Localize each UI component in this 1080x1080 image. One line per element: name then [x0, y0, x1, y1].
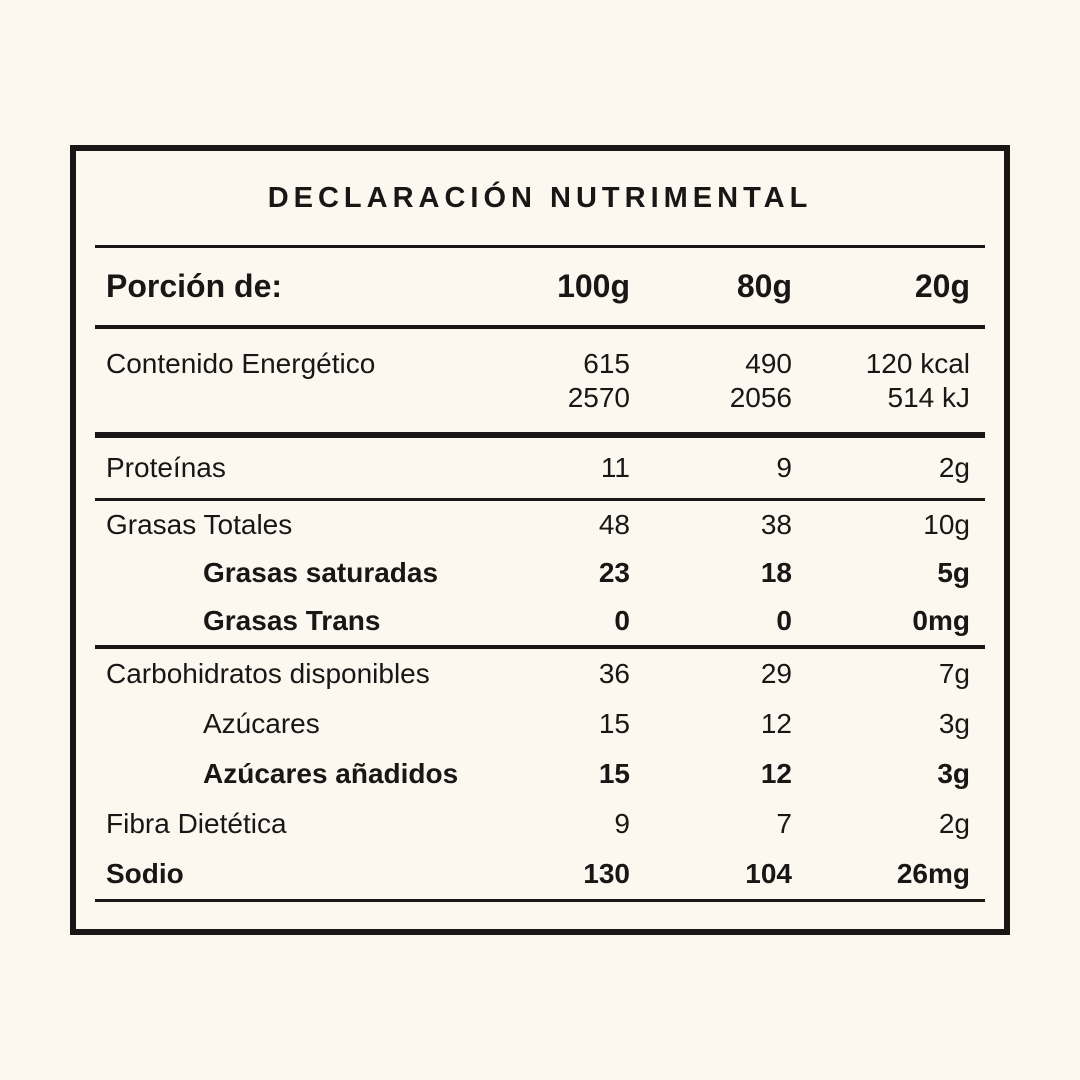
- energy-kj-20g: 514 kJ: [887, 382, 970, 413]
- value-80g: 0: [776, 605, 792, 636]
- row-azucares-anadidos: [95, 749, 985, 799]
- value-100g: 15: [598, 708, 630, 739]
- row-sodio: [95, 849, 985, 899]
- nutrition-facts-panel: [70, 145, 1010, 935]
- value-80g: 9: [776, 452, 792, 483]
- portion-size-20g: 20g: [914, 268, 970, 304]
- energy-kj-100g: 2570: [567, 382, 630, 413]
- portion-header-row: [95, 248, 985, 325]
- bottom-spacer: [95, 902, 985, 929]
- row-label: Grasas Trans: [203, 605, 381, 636]
- energy-kcal-80g: 490: [745, 348, 792, 379]
- title-wrap: [95, 151, 985, 245]
- row-label: Carbohidratos disponibles: [106, 658, 430, 689]
- value-100g: 9: [614, 808, 630, 839]
- value-100g: 15: [598, 758, 630, 789]
- value-20g: 2g: [938, 808, 970, 839]
- row-label: Grasas Totales: [106, 509, 293, 540]
- value-80g: 29: [760, 658, 792, 689]
- row-azucares: [95, 699, 985, 749]
- energy-kj-80g: 2056: [729, 382, 792, 413]
- value-20g: 0mg: [912, 605, 970, 636]
- value-80g: 38: [760, 509, 792, 540]
- value-80g: 18: [760, 557, 792, 588]
- row-label: Azúcares: [203, 708, 320, 739]
- energy-kcal-100g: 615: [583, 348, 630, 379]
- row-label: Fibra Dietética: [106, 808, 287, 839]
- row-contenido-energetico: [95, 329, 985, 432]
- value-100g: 23: [598, 557, 630, 588]
- value-20g: 7g: [938, 658, 970, 689]
- energy-values-100g: [510, 347, 630, 415]
- value-100g: 130: [583, 858, 630, 889]
- value-100g: 36: [598, 658, 630, 689]
- row-fibra-dietetica: [95, 799, 985, 849]
- row-label: Azúcares añadidos: [203, 758, 459, 789]
- value-20g: 3g: [937, 758, 970, 789]
- row-proteinas: [95, 438, 985, 498]
- label-title: DECLARACIÓN NUTRIMENTAL: [267, 181, 813, 214]
- value-100g: 0: [614, 605, 630, 636]
- value-20g: 10g: [923, 509, 970, 540]
- row-label: Proteínas: [106, 452, 226, 483]
- row-grasas-totales: [95, 501, 985, 549]
- value-20g: 5g: [937, 557, 970, 588]
- energy-values-80g: [630, 347, 792, 415]
- value-80g: 104: [745, 858, 792, 889]
- row-label: Sodio: [106, 858, 184, 889]
- portion-size-80g: 80g: [736, 268, 792, 304]
- value-20g: 26mg: [896, 858, 970, 889]
- row-grasas-saturadas: [95, 549, 985, 597]
- energy-values-20g: [792, 347, 970, 415]
- value-80g: 7: [776, 808, 792, 839]
- row-label: Contenido Energético: [106, 348, 376, 379]
- value-80g: 12: [760, 708, 792, 739]
- energy-kcal-20g: 120 kcal: [865, 348, 970, 379]
- value-20g: 3g: [938, 708, 970, 739]
- value-100g: 11: [600, 452, 630, 483]
- value-80g: 12: [760, 758, 792, 789]
- row-grasas-trans: [95, 597, 985, 645]
- row-carbohidratos-disponibles: [95, 649, 985, 699]
- row-label: Grasas saturadas: [203, 557, 439, 588]
- portion-size-100g: 100g: [557, 268, 630, 304]
- value-20g: 2g: [938, 452, 970, 483]
- portion-label: Porción de:: [106, 268, 283, 304]
- value-100g: 48: [598, 509, 630, 540]
